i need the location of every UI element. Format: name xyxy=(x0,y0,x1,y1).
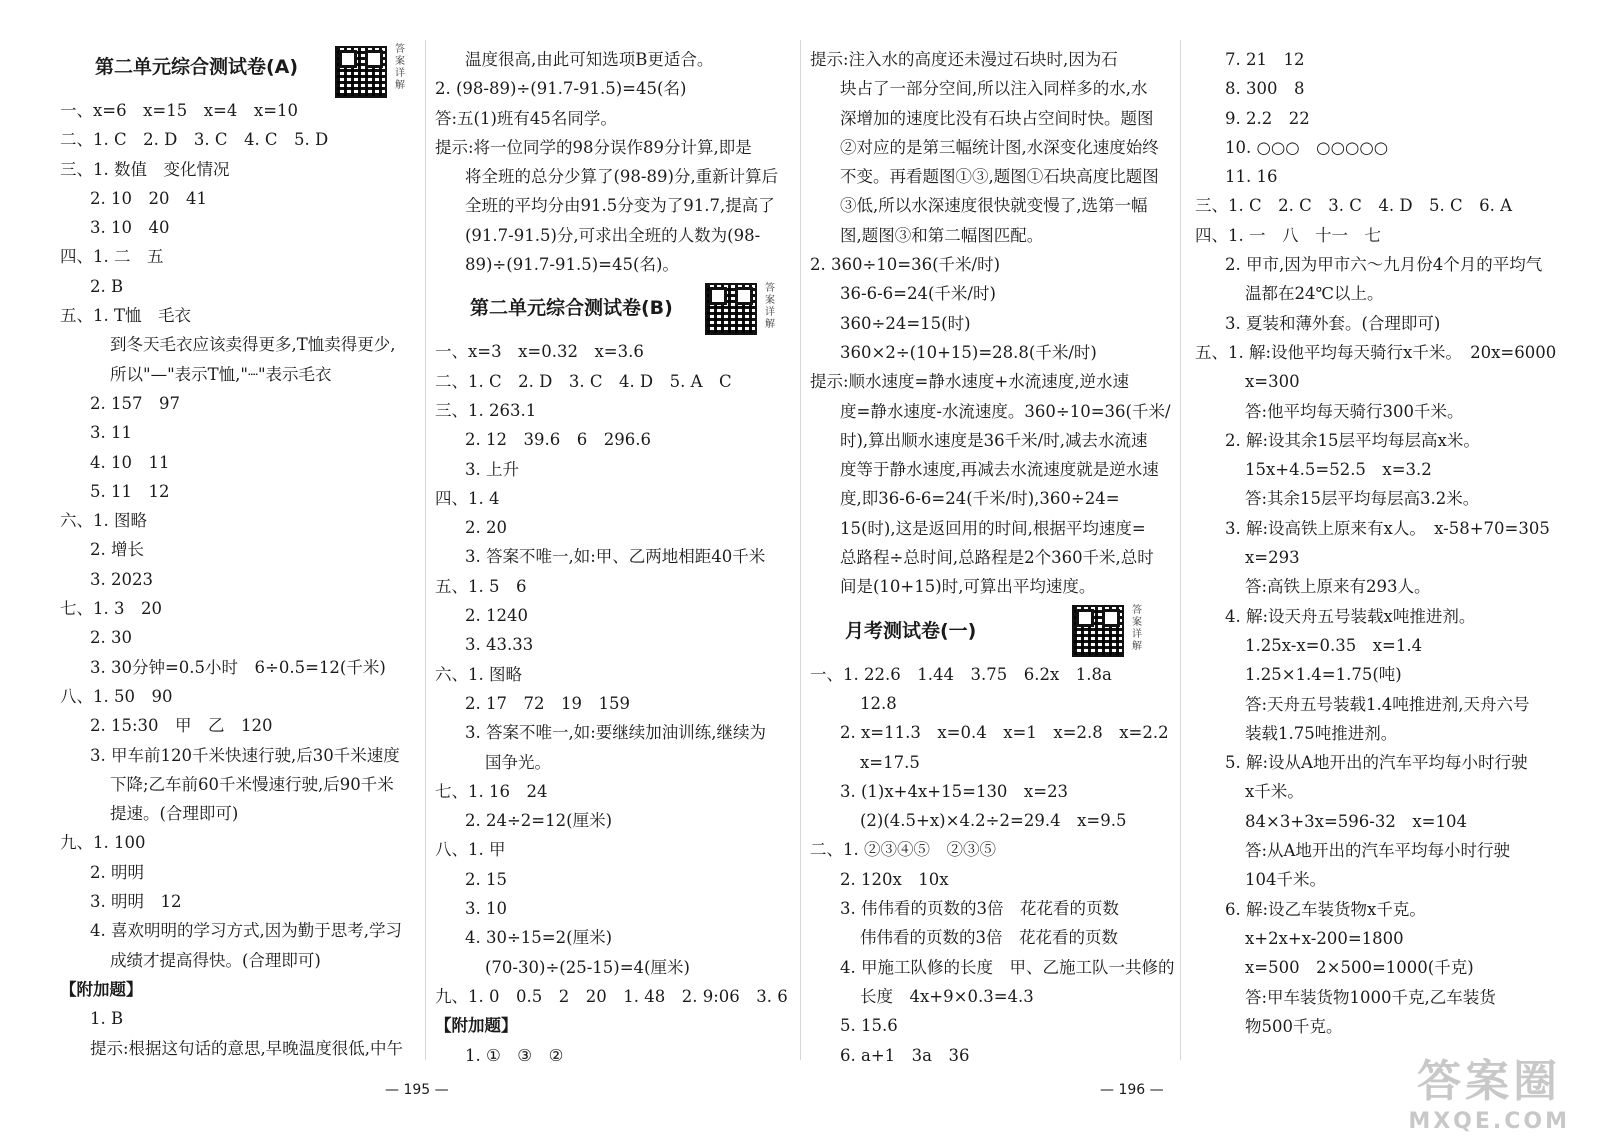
answer-line: 提示:根据这句话的意思,早晚温度很低,中午 xyxy=(90,1038,404,1058)
answer-line: 2. 120x 10x xyxy=(840,869,949,889)
answer-line: 六、1. 图略 xyxy=(435,664,522,684)
qr-code-icon xyxy=(1072,605,1124,657)
answer-line: 36-6-6=24(千米/时) xyxy=(840,284,996,304)
answer-line: 七、1. 3 20 xyxy=(60,599,162,619)
answer-line: 【附加题】 xyxy=(435,1016,518,1036)
answer-line: 2. 甲市,因为甲市六～九月份4个月的平均气 xyxy=(1225,255,1543,275)
answer-line: 五、1. 5 6 xyxy=(435,576,527,596)
answer-line: 八、1. 甲 xyxy=(435,840,506,860)
answer-line: 到冬天毛衣应该卖得更多,T恤卖得更少, xyxy=(110,335,396,355)
answer-line: 一、x=6 x=15 x=4 x=10 xyxy=(60,101,299,120)
answer-line: 1. ① ③ ② xyxy=(465,1045,564,1065)
answer-line: x千米。 xyxy=(1245,782,1304,802)
answer-line: 2. 15:30 甲 乙 120 xyxy=(90,716,273,736)
section-title: 月考测试卷(一) xyxy=(845,619,977,642)
answer-line: 2. 增长 xyxy=(90,540,144,560)
answer-line: 2. 12 39.6 6 296.6 xyxy=(465,430,651,450)
answer-line: 五、1. 解:设他平均每天骑行x千米。 20x=6000 xyxy=(1195,342,1557,362)
answer-line: 3. 夏装和薄外套。(合理即可) xyxy=(1225,313,1441,333)
answer-line: 装载1.75吨推进剂。 xyxy=(1245,723,1398,743)
answer-line: 3. 伟伟看的页数的3倍 花花看的页数 xyxy=(840,899,1119,919)
answer-line: 将全班的总分少算了(98-89)分,重新计算后 xyxy=(465,167,779,187)
answer-line: x=293 xyxy=(1245,548,1300,568)
answer-line: 温度很高,由此可知选项B更适合。 xyxy=(465,50,714,69)
answer-line: 2. 解:设其余15层平均每层高x米。 xyxy=(1225,430,1480,450)
answer-line: 2. 15 xyxy=(465,869,507,889)
answer-line: 8. 300 8 xyxy=(1225,79,1305,99)
answer-line: 答:五(1)班有45名同学。 xyxy=(435,108,617,128)
answer-line: 所以"—"表示T恤,"┈"表示毛衣 xyxy=(110,364,332,384)
answer-line: 温都在24℃以上。 xyxy=(1245,284,1384,304)
answer-line: 下降;乙车前60千米慢速行驶,后90千米 xyxy=(110,774,394,794)
answer-line: 4. 30÷15=2(厘米) xyxy=(465,928,613,948)
qr-caption: 答案详解 xyxy=(395,44,405,91)
answer-line: (70-30)÷(25-15)=4(厘米) xyxy=(485,957,690,977)
qr-caption: 答案详解 xyxy=(765,283,775,330)
answer-line: 3. 10 xyxy=(465,899,507,919)
answer-line: 2. 30 xyxy=(90,628,132,648)
page-number: — 196 — xyxy=(1100,1082,1164,1098)
answer-column-1 xyxy=(60,38,420,1063)
answer-line: 二、1. C 2. D 3. C 4. C 5. D xyxy=(60,130,329,150)
answer-line: 84×3+3x=596-32 x=104 xyxy=(1245,811,1467,831)
answer-line: 九、1. 100 xyxy=(60,833,146,853)
answer-line: 11. 16 xyxy=(1225,167,1278,187)
answer-line: 2. 17 72 19 159 xyxy=(465,693,630,713)
answer-line: 图,题图③和第二幅图匹配。 xyxy=(840,225,1044,245)
answer-line: 104千米。 xyxy=(1245,870,1326,890)
answer-line: 三、1. 数值 变化情况 xyxy=(60,159,230,179)
section-title: 第二单元综合测试卷(A) xyxy=(95,56,299,78)
qr-code-icon xyxy=(705,283,757,335)
answer-line: 八、1. 50 90 xyxy=(60,686,173,706)
answer-line: (91.7-91.5)分,可求出全班的人数为(98- xyxy=(465,225,761,245)
answer-line: 提速。(合理即可) xyxy=(110,804,239,824)
answer-line: 15x+4.5=52.5 x=3.2 xyxy=(1245,460,1432,480)
answer-line: ②对应的是第三幅统计图,水深变化速度始终 xyxy=(840,137,1159,157)
answer-line: 6. a+1 3a 36 xyxy=(840,1045,970,1065)
answer-line: 提示:将一位同学的98分误作89分计算,即是 xyxy=(435,137,752,157)
column-divider xyxy=(1180,40,1181,1060)
answer-line: 三、1. C 2. C 3. C 4. D 5. C 6. A xyxy=(1195,196,1513,216)
answer-line: x=300 xyxy=(1245,372,1300,392)
answer-line: 度等于静水速度,再减去水流速度就是逆水速 xyxy=(840,460,1159,480)
answer-line: 提示:顺水速度=静水速度+水流速度,逆水速 xyxy=(810,372,1129,392)
answer-line: 2. 24÷2=12(厘米) xyxy=(465,811,613,831)
answer-line: 4. 喜欢明明的学习方式,因为勤于思考,学习 xyxy=(90,921,402,941)
answer-line: 答:其余15层平均每层高3.2米。 xyxy=(1245,489,1480,509)
answer-line: 1.25×1.4=1.75(吨) xyxy=(1245,665,1402,685)
answer-line: 5. 15.6 xyxy=(840,1016,898,1036)
answer-line: 长度 4x+9×0.3=4.3 xyxy=(860,986,1034,1006)
answer-line: 3. 答案不唯一,如:甲、乙两地相距40千米 xyxy=(465,547,766,567)
answer-line: 答:甲车装货物1000千克,乙车装货 xyxy=(1245,987,1496,1007)
qr-code-icon xyxy=(335,46,387,98)
answer-line: 3. 30分钟=0.5小时 6÷0.5=12(千米) xyxy=(90,657,386,677)
answer-line: 五、1. T恤 毛衣 xyxy=(60,306,191,326)
answer-line: 一、1. 22.6 1.44 3.75 6.2x 1.8a xyxy=(810,664,1112,684)
answer-line: 【附加题】 xyxy=(60,979,143,999)
answer-line: 12.8 xyxy=(860,693,897,713)
qr-caption: 答案详解 xyxy=(1132,605,1142,652)
answer-line: 七、1. 16 24 xyxy=(435,781,548,801)
answer-line: 3. 明明 12 xyxy=(90,892,182,912)
answer-line: 伟伟看的页数的3倍 花花看的页数 xyxy=(860,928,1118,948)
answer-line: 4. 10 11 xyxy=(90,452,170,472)
answer-line: 10. ○○○ ○○○○○ xyxy=(1225,137,1389,157)
answer-column-4 xyxy=(1195,45,1585,1041)
answer-line: 1.25x-x=0.35 x=1.4 xyxy=(1245,635,1423,655)
answer-line: 不变。再看题图①③,题图①石块高度比题图 xyxy=(840,167,1159,187)
answer-line: 7. 21 12 xyxy=(1225,50,1305,69)
answer-line: 2. 1240 xyxy=(465,606,528,626)
answer-line: 4. 甲施工队修的长度 甲、乙施工队一共修的 xyxy=(840,957,1175,977)
answer-line: 答:从A地开出的汽车平均每小时行驶 xyxy=(1245,841,1510,861)
answer-line: 89)÷(91.7-91.5)=45(名)。 xyxy=(465,255,679,275)
answer-line: 3. 10 40 xyxy=(90,218,170,238)
answer-line: x=500 2×500=1000(千克) xyxy=(1245,958,1474,978)
answer-line: 三、1. 263.1 xyxy=(435,400,537,420)
answer-line: 4. 解:设天舟五号装载x吨推进剂。 xyxy=(1225,606,1476,626)
answer-line: 度=静水速度-水流速度。360÷10=36(千米/ xyxy=(840,401,1171,421)
answer-line: 3. 甲车前120千米快速行驶,后30千米速度 xyxy=(90,745,400,765)
page-number: — 195 — xyxy=(385,1082,449,1098)
answer-line: 3. 上升 xyxy=(465,459,519,479)
section-title: 第二单元综合测试卷(B) xyxy=(470,297,673,320)
answer-line: 总路程÷总时间,总路程是2个360千米,总时 xyxy=(840,548,1154,568)
answer-line: 2. B xyxy=(90,276,124,296)
answer-line: 二、1. ②③④⑤ ②③⑤ xyxy=(810,840,996,860)
answer-line: x=17.5 xyxy=(860,752,920,772)
answer-line: 答:高铁上原来有293人。 xyxy=(1245,577,1431,597)
answer-line: 15(时),这是返回用的时间,根据平均速度= xyxy=(840,518,1146,538)
answer-line: 深增加的速度比没有石块占空间时快。题图 xyxy=(840,108,1154,128)
answer-line: 5. 11 12 xyxy=(90,481,170,501)
answer-line: 成绩才提高得快。(合理即可) xyxy=(110,950,321,970)
answer-line: (2)(4.5+x)×4.2÷2=29.4 x=9.5 xyxy=(860,811,1127,831)
answer-line: 3. 答案不唯一,如:要继续加油训练,继续为 xyxy=(465,723,767,743)
answer-line: 360÷24=15(时) xyxy=(840,313,971,333)
answer-line: 物500千克。 xyxy=(1245,1016,1343,1036)
answer-line: 360×2÷(10+15)=28.8(千米/时) xyxy=(840,342,1097,362)
answer-line: 提示:注入水的高度还未漫过石块时,因为石 xyxy=(810,50,1118,69)
answer-line: 2. 157 97 xyxy=(90,393,180,413)
answer-line: 1. B xyxy=(90,1009,124,1029)
answer-line: 国争光。 xyxy=(485,752,551,772)
answer-line: 3. 解:设高铁上原来有x人。 x-58+70=305 xyxy=(1225,518,1550,538)
answer-line: 四、1. 一 八 十一 七 xyxy=(1195,225,1381,245)
answer-line: 六、1. 图略 xyxy=(60,511,147,531)
answer-column-2 xyxy=(435,45,805,1070)
answer-line: 四、1. 二 五 xyxy=(60,247,164,267)
answer-line: x+2x+x-200=1800 xyxy=(1245,928,1404,948)
answer-line: 2. 20 xyxy=(465,518,507,538)
watermark-logo: 答案圈 MXQE.COM xyxy=(1408,1056,1570,1134)
answer-line: 度,即36-6-6=24(千米/时),360÷24= xyxy=(840,489,1120,509)
answer-line: 块占了一部分空间,所以注入同样多的水,水 xyxy=(840,79,1148,99)
answer-line: 2. (98-89)÷(91.7-91.5)=45(名) xyxy=(435,79,687,99)
answer-column-3 xyxy=(810,45,1175,1070)
answer-line: 3. 43.33 xyxy=(465,635,534,655)
answer-line: 全班的平均分由91.5分变为了91.7,提高了 xyxy=(465,196,775,216)
answer-line: 9. 2.2 22 xyxy=(1225,108,1310,128)
answer-line: 3. 2023 xyxy=(90,569,153,589)
answer-line: 时),算出顺水速度是36千米/时,减去水流速 xyxy=(840,430,1148,450)
answer-line: 2. 10 20 41 xyxy=(90,188,207,208)
answer-line: 答:他平均每天骑行300千米。 xyxy=(1245,401,1464,421)
answer-line: 答:天舟五号装载1.4吨推进剂,天舟六号 xyxy=(1245,694,1530,714)
answer-line: 2. x=11.3 x=0.4 x=1 x=2.8 x=2.2 xyxy=(840,723,1169,743)
answer-line: 2. 明明 xyxy=(90,862,144,882)
answer-line: 3. (1)x+4x+15=130 x=23 xyxy=(840,781,1069,801)
answer-line: 四、1. 4 xyxy=(435,488,500,508)
answer-line: 二、1. C 2. D 3. C 4. D 5. A C xyxy=(435,371,732,391)
column-divider xyxy=(425,40,426,1060)
answer-line: 3. 11 xyxy=(90,423,132,443)
answer-line: 间是(10+15)时,可算出平均速度。 xyxy=(840,577,1096,597)
answer-line: 2. 360÷10=36(千米/时) xyxy=(810,255,1001,275)
answer-line: 九、1. 0 0.5 2 20 1. 48 2. 9:06 3. 6 xyxy=(435,986,788,1006)
answer-line: 一、x=3 x=0.32 x=3.6 xyxy=(435,342,644,362)
answer-line: 6. 解:设乙车装货物x千克。 xyxy=(1225,899,1426,919)
answer-line: 5. 解:设从A地开出的汽车平均每小时行驶 xyxy=(1225,753,1528,773)
answer-line: ③低,所以水深速度很快就变慢了,选第一幅 xyxy=(840,196,1148,216)
